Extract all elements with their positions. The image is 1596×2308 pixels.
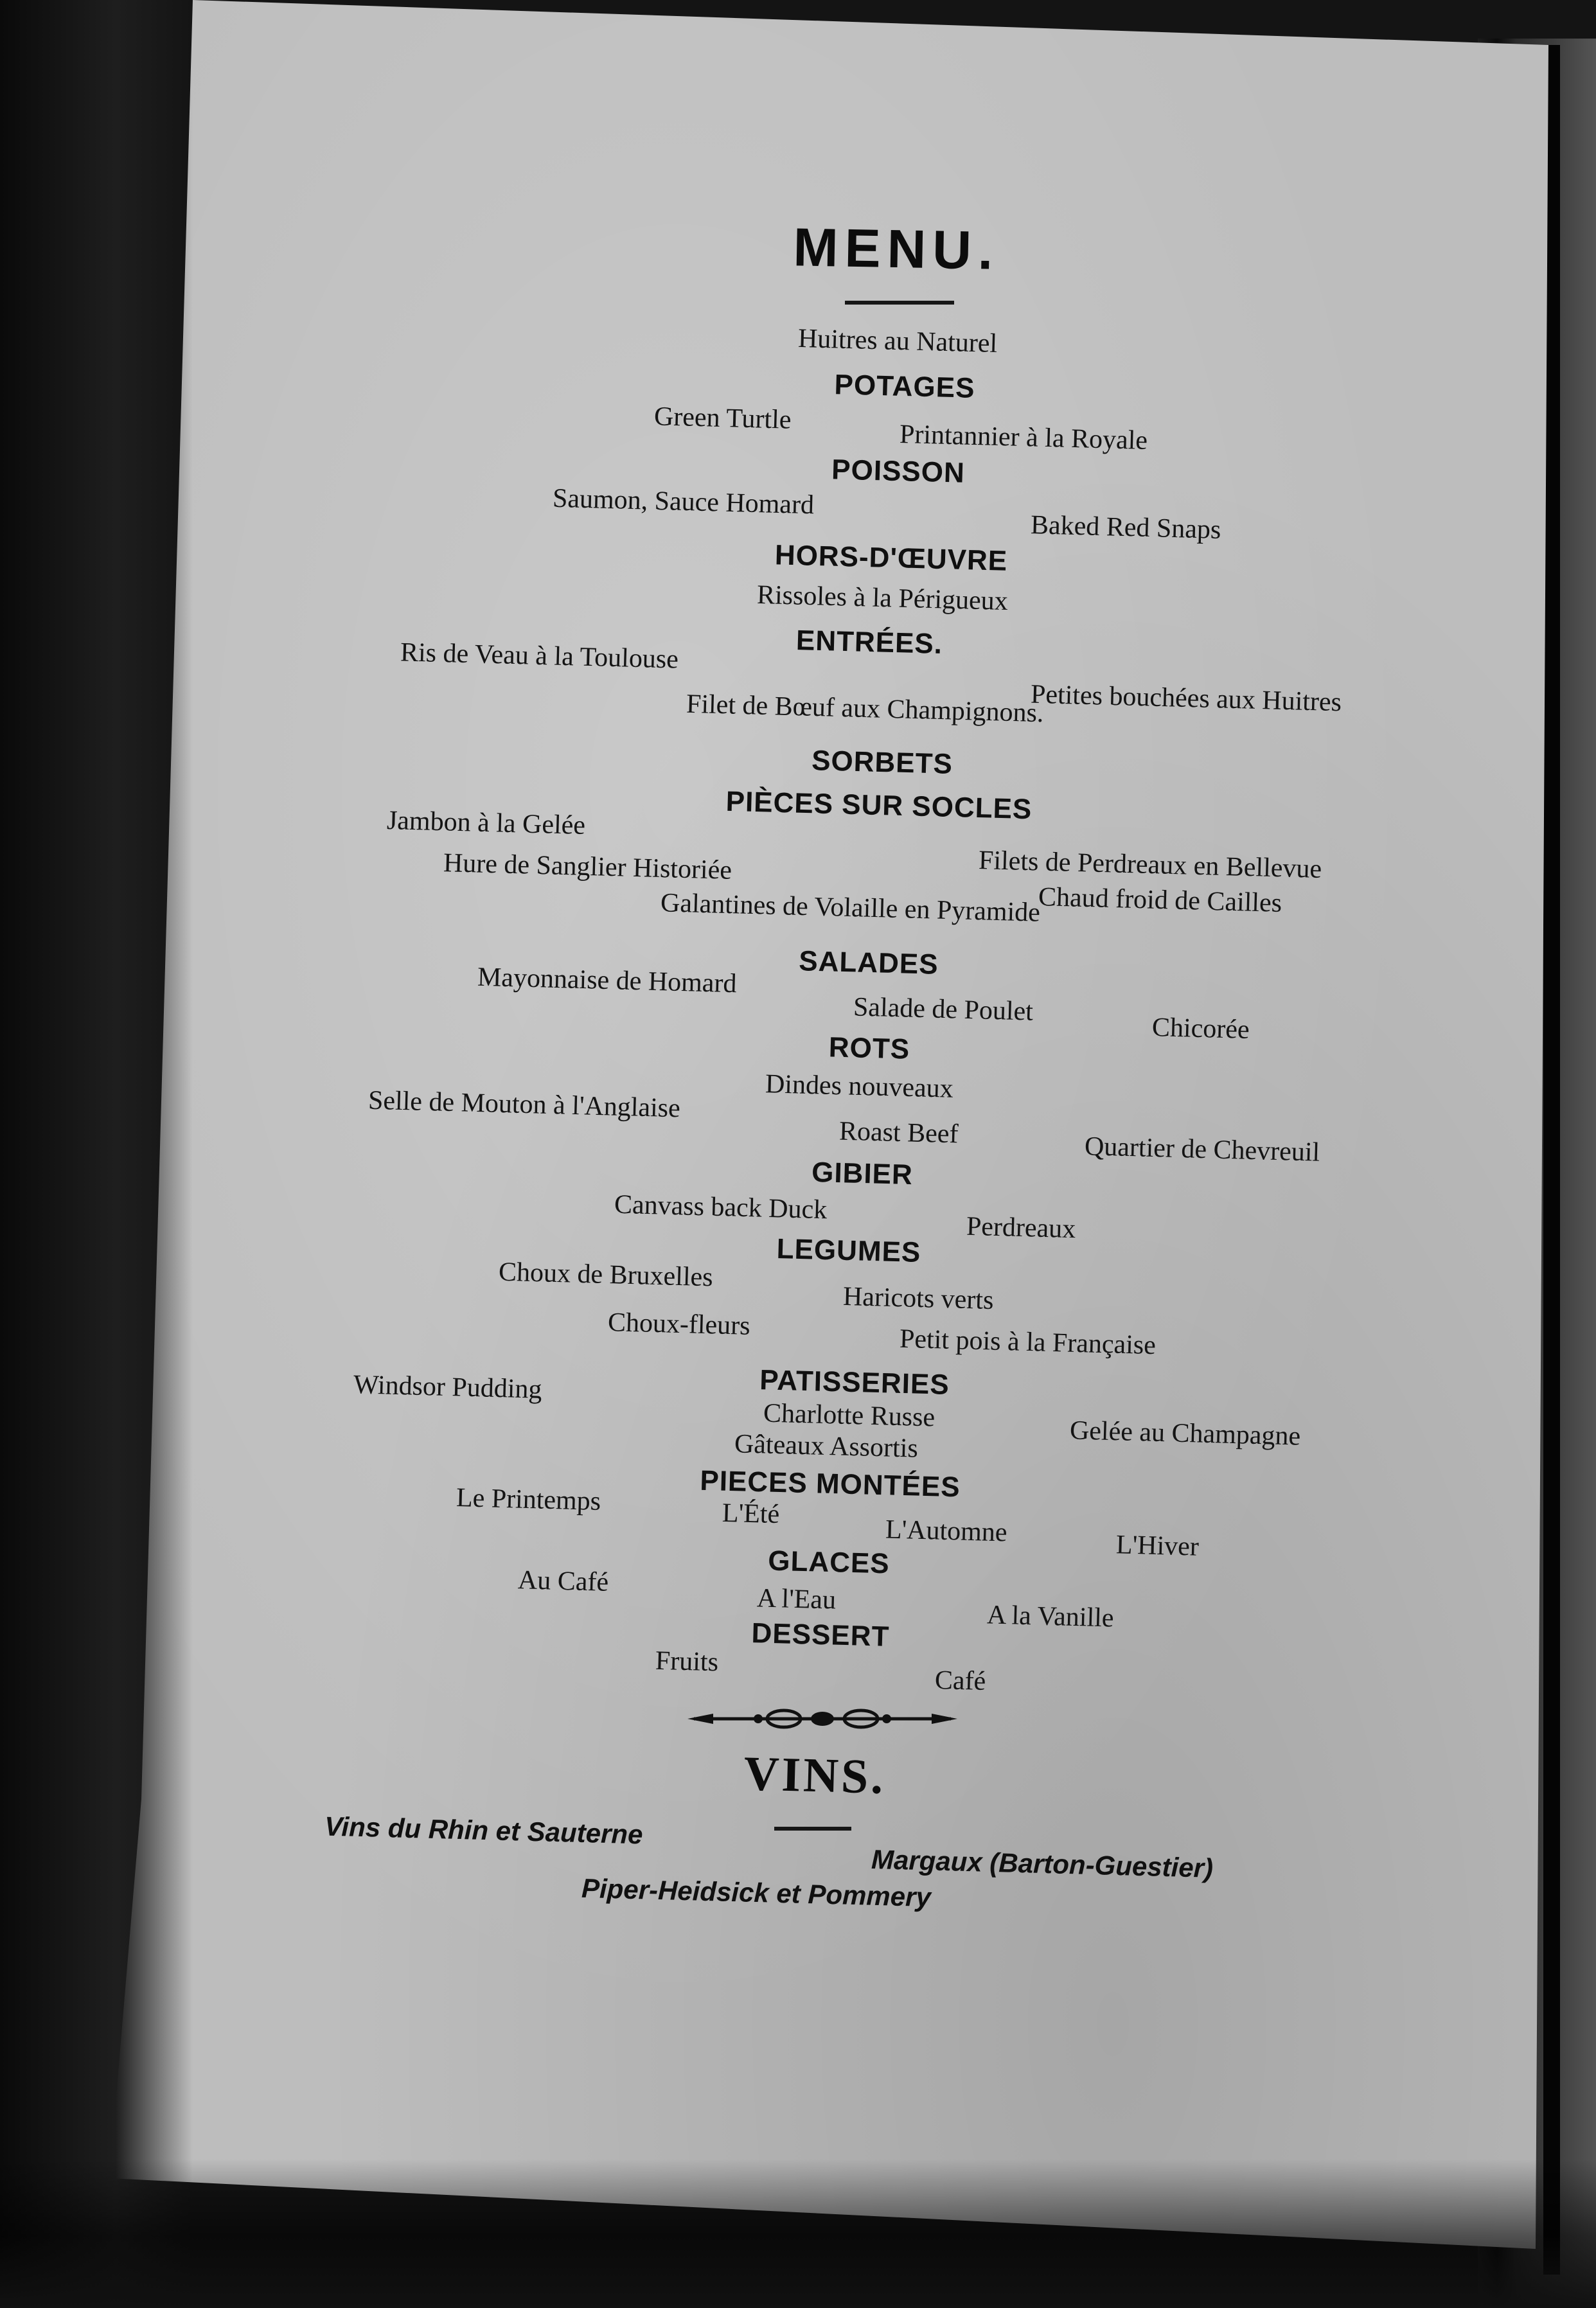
menu-item: Galantines de Volaille en Pyramide [660, 888, 1041, 928]
menu-item: Roast Beef [838, 1116, 959, 1150]
menu-item: Jambon à la Gelée [386, 805, 586, 841]
section-heading-gibier: GIBIER [811, 1156, 914, 1191]
menu-item: Perdreaux [966, 1211, 1076, 1245]
wines-rule [774, 1827, 851, 1831]
menu-item: Windsor Pudding [353, 1370, 543, 1405]
section-heading-poisson: POISSON [831, 454, 966, 489]
menu-item: Choux de Bruxelles [498, 1257, 714, 1293]
section-heading-salades: SALADES [798, 945, 939, 981]
section-heading-pieces-montees: PIECES MONTÉES [699, 1464, 961, 1504]
ornament-divider [687, 1703, 957, 1735]
menu-item: Filets de Perdreaux en Bellevue [978, 846, 1322, 884]
section-heading-pieces-sur-socles: PIÈCES SUR SOCLES [725, 785, 1033, 826]
wine-item: Vins du Rhin et Sauterne [324, 1811, 644, 1850]
menu-item: Café [934, 1665, 986, 1697]
menu-item: A l'Eau [756, 1583, 837, 1615]
wine-item: Margaux (Barton-Guestier) [871, 1844, 1214, 1883]
menu-item: Green Turtle [653, 402, 792, 435]
menu-title: MENU. [792, 217, 1000, 281]
section-heading-potages: POTAGES [833, 369, 976, 404]
menu-item: Chaud froid de Cailles [1038, 882, 1282, 918]
menu-item: L'Hiver [1115, 1530, 1200, 1562]
menu-item: Selle de Mouton à l'Anglaise [368, 1085, 681, 1124]
menu-item: Gâteaux Assortis [734, 1429, 919, 1464]
menu-item: Au Café [517, 1565, 609, 1597]
title-rule [845, 301, 954, 305]
menu-item: Choux-fleurs [607, 1308, 751, 1341]
section-heading-entrees: ENTRÉES. [795, 625, 943, 660]
menu-opener: Huitres au Naturel [797, 323, 998, 359]
menu-item: L'Automne [885, 1514, 1008, 1548]
menu-item: Chicorée [1151, 1013, 1250, 1045]
menu-item: Fruits [655, 1646, 719, 1678]
menu-item: Petit pois à la Française [899, 1324, 1157, 1361]
menu-item: Rissoles à la Périgueux [756, 580, 1009, 617]
section-heading-hors-doeuvre: HORS-D'ŒUVRE [774, 539, 1008, 577]
section-heading-rots: ROTS [828, 1031, 910, 1065]
menu-item: Printannier à la Royale [899, 419, 1148, 456]
menu-item: Hure de Sanglier Historiée [443, 848, 732, 885]
menu-item: Saumon, Sauce Homard [552, 483, 815, 520]
wine-item: Piper-Heidsick et Pommery [581, 1872, 932, 1913]
section-heading-sorbets: SORBETS [811, 745, 953, 780]
section-heading-patisseries: PATISSERIES [759, 1364, 950, 1401]
menu-item: A la Vanille [986, 1600, 1115, 1633]
section-heading-legumes: LEGUMES [776, 1233, 921, 1268]
menu-item: Quartier de Chevreuil [1084, 1132, 1320, 1167]
menu-item: Le Printemps [456, 1483, 601, 1516]
menu-item: Haricots verts [842, 1281, 994, 1316]
menu-item: Filet de Bœuf aux Champignons. [686, 689, 1044, 729]
wines-title: VINS. [743, 1746, 887, 1804]
menu-item: Mayonnaise de Homard [477, 962, 738, 999]
scan-bottom-shadow [0, 2159, 1596, 2308]
section-heading-dessert: DESSERT [750, 1617, 891, 1653]
menu-item: Dindes nouveaux [765, 1069, 954, 1104]
menu-item: Gelée au Champagne [1069, 1416, 1301, 1451]
menu-item: Petites bouchées aux Huitres [1030, 679, 1342, 718]
menu-item: L'Été [722, 1498, 780, 1530]
menu-item: Charlotte Russe [763, 1398, 935, 1433]
menu-item: Baked Red Snaps [1030, 510, 1221, 545]
menu-item: Ris de Veau à la Toulouse [400, 637, 679, 675]
section-heading-glaces: GLACES [767, 1545, 891, 1580]
menu-item: Canvass back Duck [614, 1189, 828, 1225]
menu-item: Salade de Poulet [853, 992, 1034, 1027]
